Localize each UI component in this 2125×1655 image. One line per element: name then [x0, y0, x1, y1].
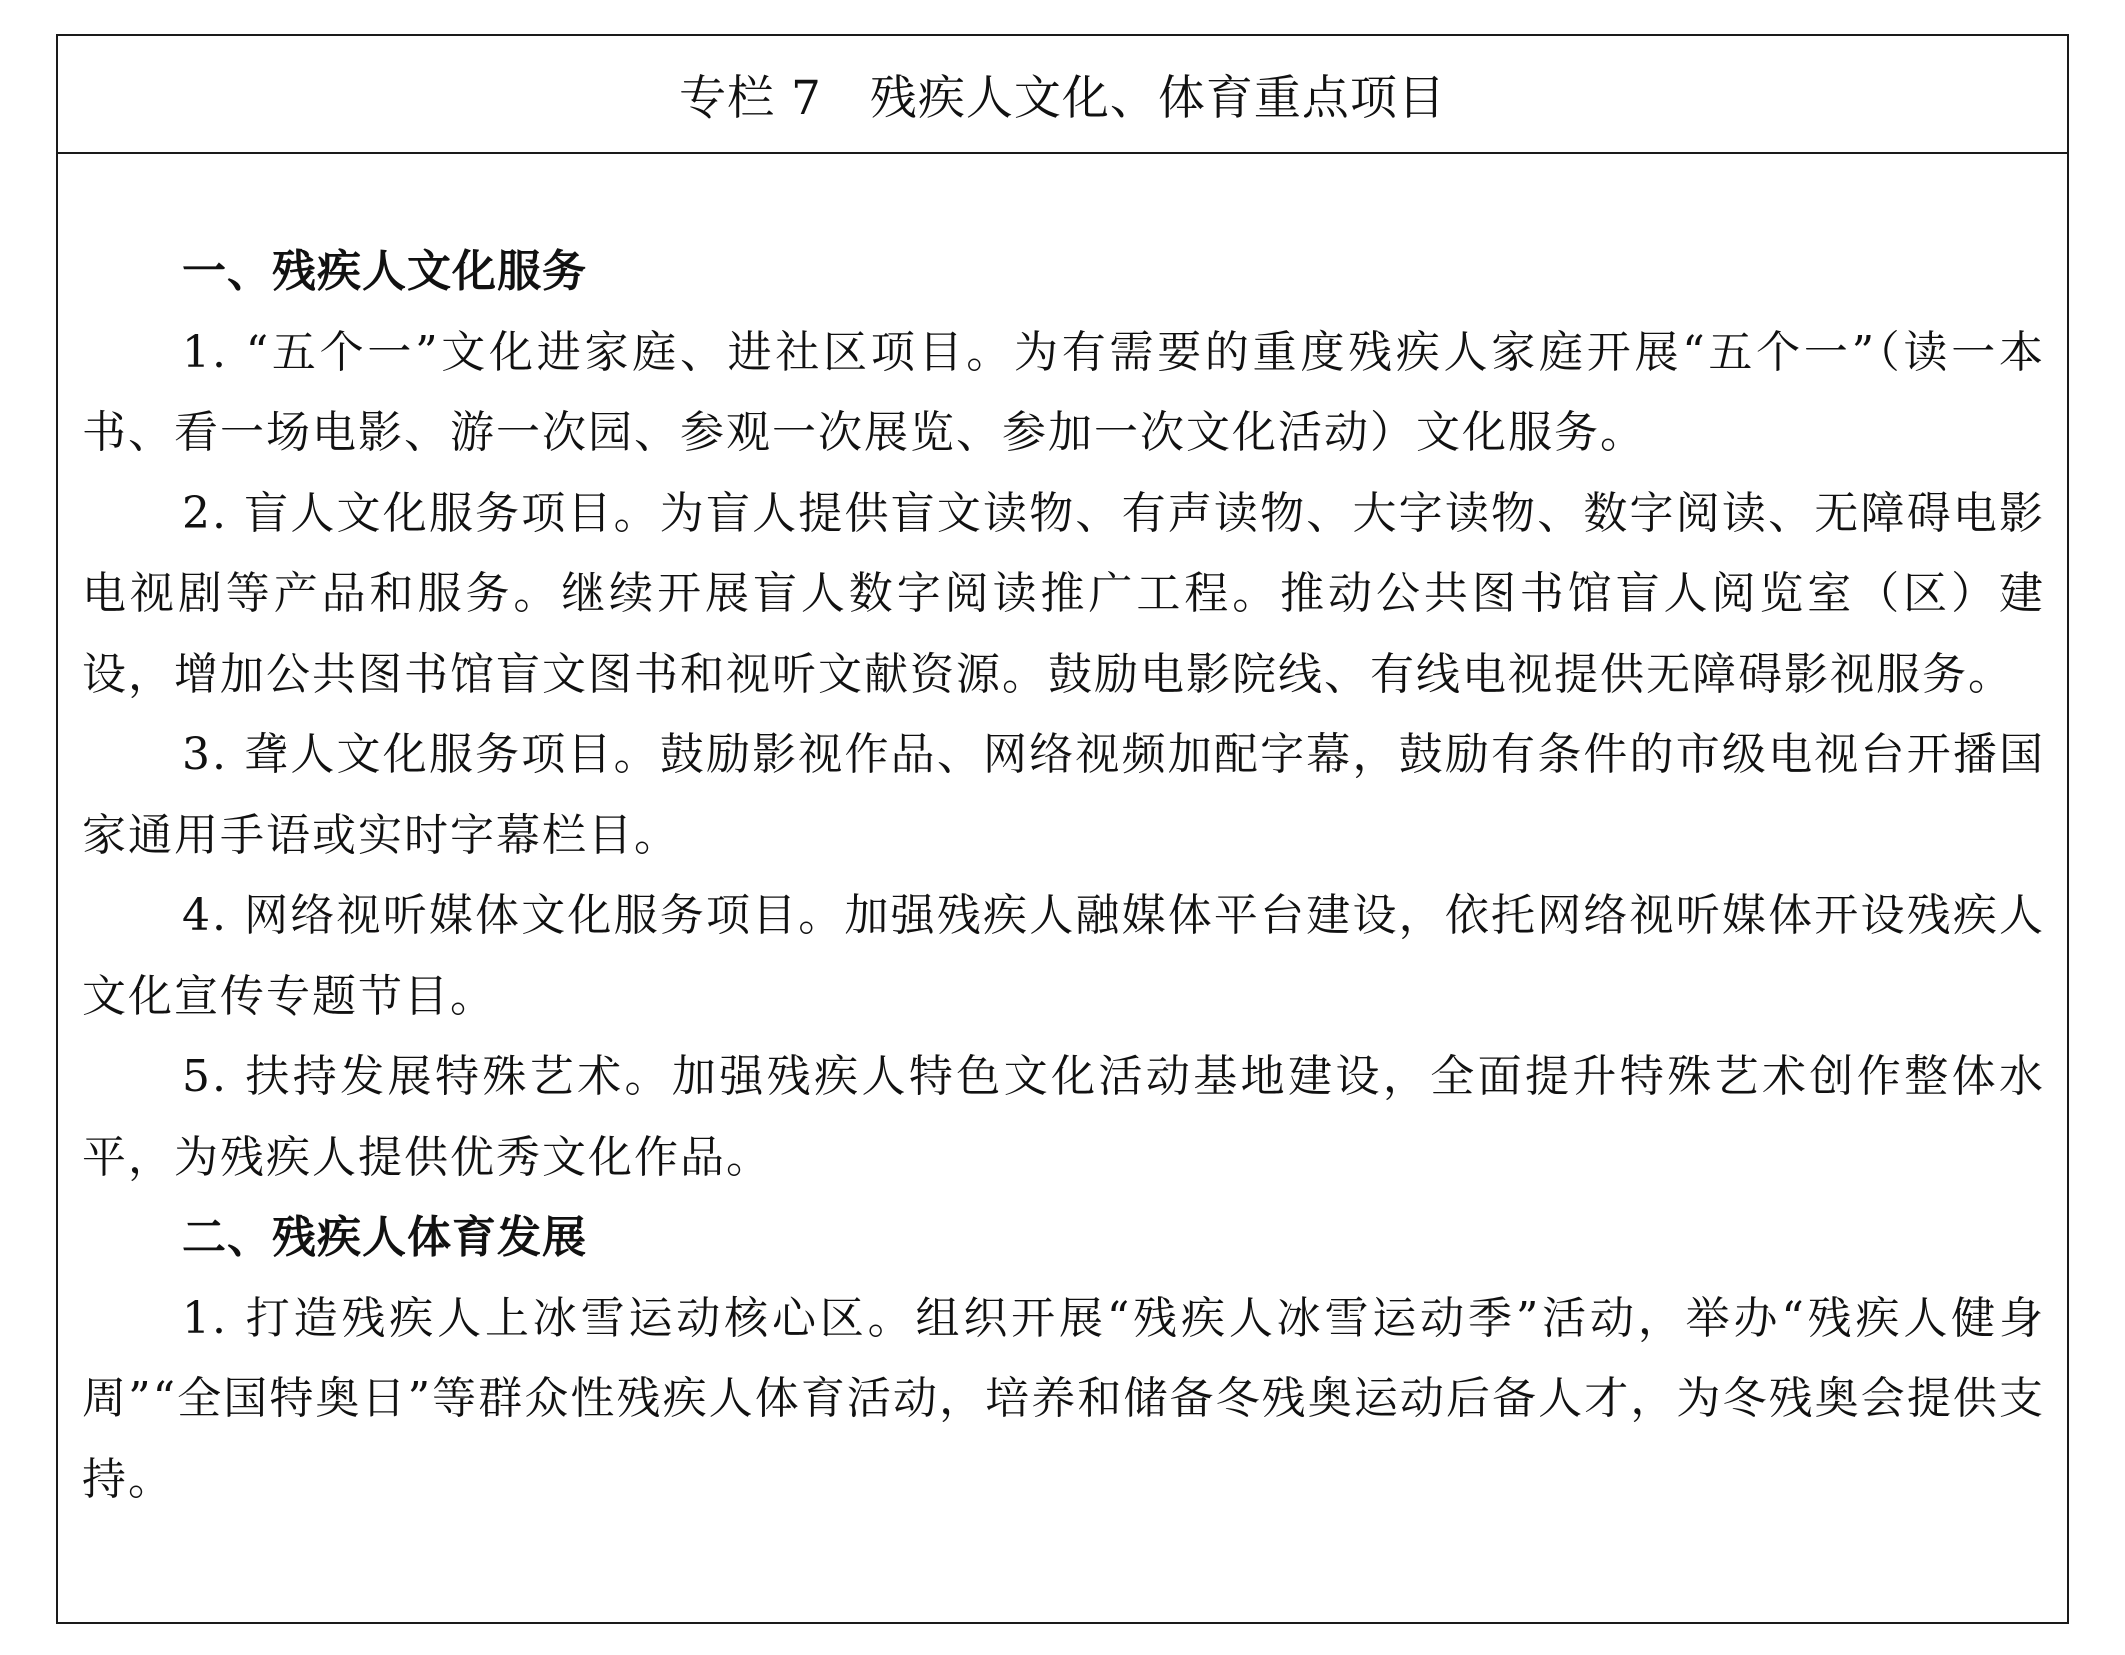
- culture-item-3: 3. 聋人文化服务项目。鼓励影视作品、网络视频加配字幕，鼓励有条件的市级电视台开播国家通用手语或实时字幕栏目。: [82, 729, 2045, 861]
- culture-item-5: 5. 扶持发展特殊艺术。加强残疾人特色文化活动基地建设，全面提升特殊艺术创作整体水平，为残疾人提供优秀文化作品。: [82, 1051, 2045, 1183]
- culture-item-4: 4. 网络视听媒体文化服务项目。加强残疾人融媒体平台建设，依托网络视听媒体开设残疾人文化宣传专题节目。: [82, 890, 2045, 1022]
- sports-item-1: 1. 打造残疾人上冰雪运动核心区。组织开展“残疾人冰雪运动季”活动，举办“残疾人健身周”“全国特奥日”等群众性残疾人体育活动，培养和储备冬残奥运动后备人才，为冬残奥会提供支持。: [82, 1292, 2045, 1505]
- panel-header: [58, 36, 2067, 154]
- section-heading-sports: 二、残疾人体育发展: [182, 1212, 587, 1263]
- culture-item-2: 2. 盲人文化服务项目。为盲人提供盲文读物、有声读物、大字读物、数字阅读、无障碍电影电视剧等产品和服务。继续开展盲人数字阅读推广工程。推动公共图书馆盲人阅览室（区）建设，增加公共图书馆盲文图书和视听文献资源。鼓励电影院线、有线电视提供无障碍影视服务。: [82, 487, 2045, 700]
- panel-body: [58, 154, 2067, 1520]
- feature-panel: [56, 34, 2069, 1624]
- section-heading-culture: 一、残疾人文化服务: [182, 246, 587, 297]
- culture-item-1: 1. “五个一”文化进家庭、进社区项目。为有需要的重度残疾人家庭开展“五个一”（读一本书、看一场电影、游一次园、参观一次展览、参加一次文化活动）文化服务。: [82, 326, 2045, 458]
- panel-title: 专栏 7 残疾人文化、体育重点项目: [679, 70, 1446, 126]
